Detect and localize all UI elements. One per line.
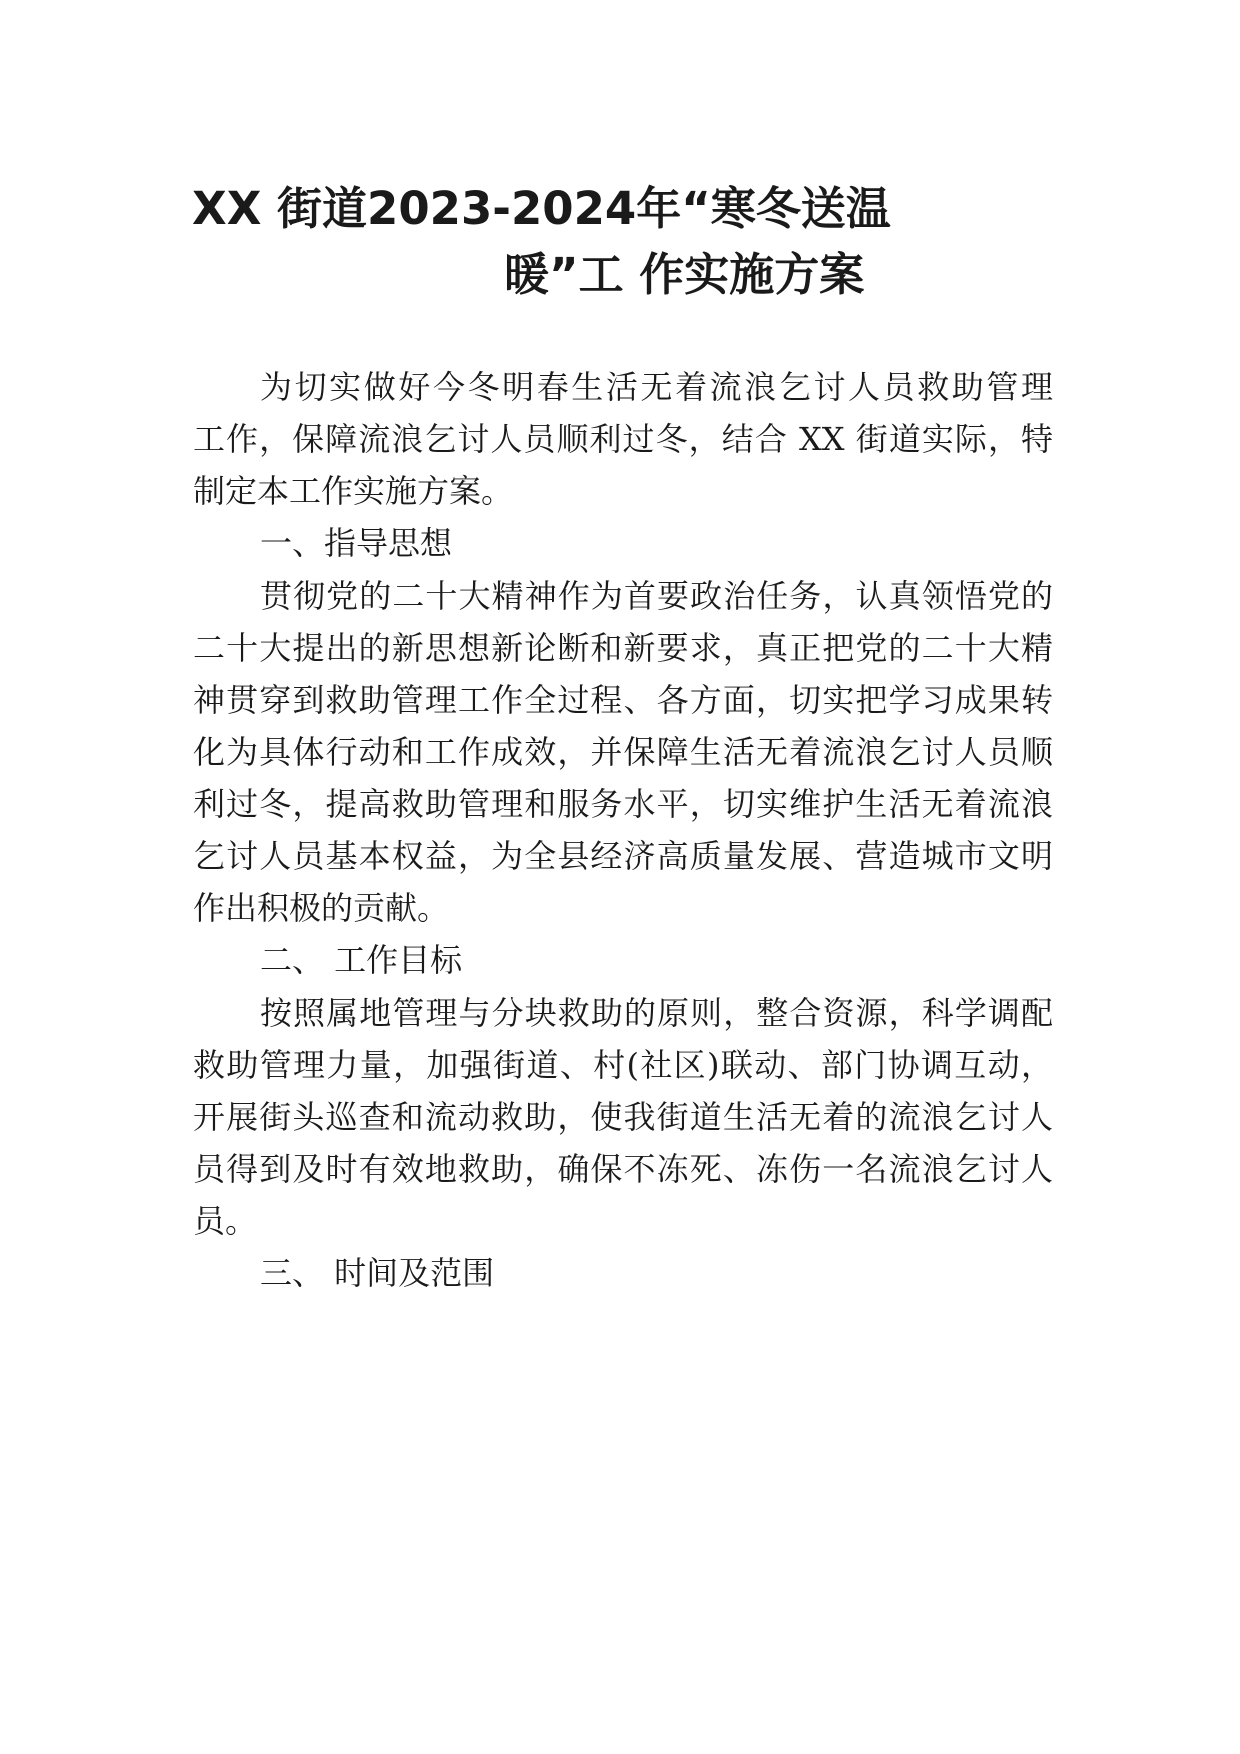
paragraph-line: 乞讨人员基本权益，为全县经济高质量发展、营造城市文明 <box>193 837 1053 875</box>
paragraph-line: 神贯穿到救助管理工作全过程、各方面，切实把学习成果转 <box>193 681 1053 719</box>
paragraph-line: 开展街头巡查和流动救助，使我街道生活无着的流浪乞讨人 <box>193 1098 1053 1136</box>
paragraph-line: 员得到及时有效地救助，确保不冻死、冻伤一名流浪乞讨人 <box>193 1150 1053 1188</box>
paragraph-line: 利过冬，提高救助管理和服务水平，切实维护生活无着流浪 <box>193 785 1053 823</box>
paragraph-line: 按照属地管理与分块救助的原则，整合资源，科学调配 <box>260 994 1053 1032</box>
document-title-line-1: XX 街道2023-2024年“寒冬送温 <box>192 182 891 235</box>
paragraph-line: 员。 <box>193 1202 258 1240</box>
paragraph-line: 二十大提出的新思想新论断和新要求，真正把党的二十大精 <box>193 629 1053 667</box>
paragraph-line: 为切实做好今冬明春生活无着流浪乞讨人员救助管理 <box>260 368 1053 406</box>
paragraph-line: 作出积极的贡献。 <box>193 889 450 927</box>
paragraph-line: 贯彻党的二十大精神作为首要政治任务，认真领悟党的 <box>260 577 1053 615</box>
section-heading-1: 一、指导思想 <box>260 524 453 562</box>
paragraph-line: 救助管理力量，加强街道、村(社区)联动、部门协调互动， <box>193 1046 1053 1084</box>
paragraph-line: 化为具体行动和工作成效，并保障生活无着流浪乞讨人员顺 <box>193 733 1053 771</box>
document-title-line-2: 暖”工 作实施方案 <box>504 248 865 301</box>
paragraph-line: 制定本工作实施方案。 <box>193 472 514 510</box>
section-heading-2: 二、 工作目标 <box>260 941 463 979</box>
section-heading-3: 三、 时间及范围 <box>260 1254 495 1292</box>
paragraph-line: 工作，保障流浪乞讨人员顺利过冬，结合 XX 街道实际，特 <box>193 420 1053 458</box>
